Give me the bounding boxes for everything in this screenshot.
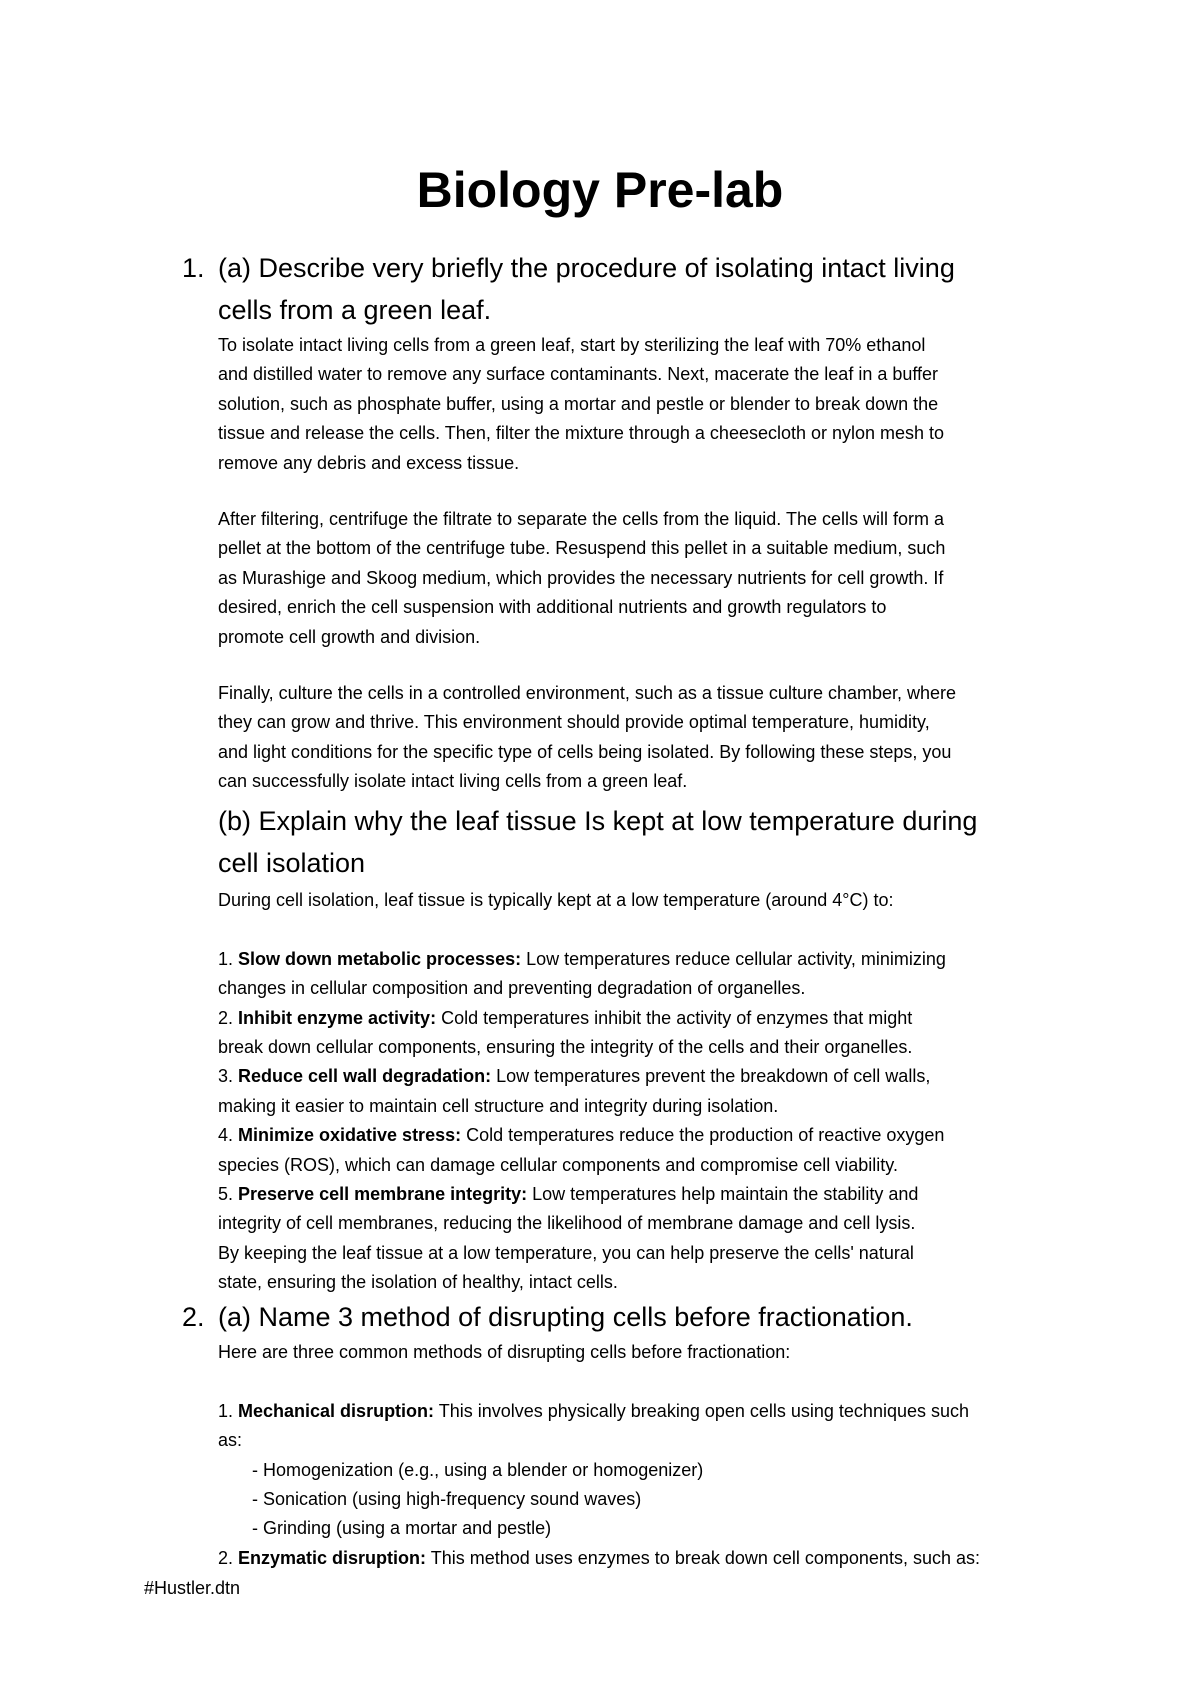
list-item-heading: Enzymatic disruption: [238,1547,427,1568]
text-line: By keeping the leaf tissue at a low temperature, you can help preserve the cells' natural [218,1242,914,1263]
page-title: Biology Pre-lab [416,162,784,218]
list-item-heading: Minimize oxidative stress: [238,1125,462,1146]
text-line: changes in cellular composition and preventing degradation of organelles. [218,978,806,999]
list-item-heading: Slow down metabolic processes: [238,948,522,969]
list-item-text: Low temperatures prevent the breakdown of cell walls, [491,1066,931,1087]
list-number: 1. [218,948,239,969]
text-line: can successfully isolate intact living cells from a green leaf. [218,771,688,792]
text-line: species (ROS), which can damage cellular components and compromise cell viability. [218,1154,898,1175]
sub-list-item: - Sonication (using high-frequency sound waves) [252,1489,642,1510]
list-number: 4. [218,1125,239,1146]
list-item-heading: Reduce cell wall degradation: [238,1066,492,1087]
list-item [218,1180,1098,1209]
sub-list-item: - Grinding (using a mortar and pestle) [252,1518,552,1539]
list-item-heading: Inhibit enzyme activity: [238,1007,437,1028]
list-number: 2. [218,1007,239,1028]
text-line: desired, enrich the cell suspension with additional nutrients and growth regulators to [218,597,887,618]
list-item [218,1397,1098,1426]
page-footer: #Hustler.dtn [144,1578,241,1598]
text-line: state, ensuring the isolation of healthy, intact cells. [218,1272,618,1293]
list-item-heading: Preserve cell membrane integrity: [238,1184,528,1205]
list-item [218,1121,1098,1150]
text-line: To isolate intact living cells from a green leaf, start by sterilizing the leaf with 70% ethanol [218,335,926,355]
list-item-text: This involves physically breaking open cells using techniques such [434,1400,970,1421]
text-line: as: [218,1430,243,1451]
answer-1a-paragraph-2 [218,505,1098,652]
list-item-text: Cold temperatures inhibit the activity of enzymes that might [436,1007,913,1028]
text-line: integrity of cell membranes, reducing the likelihood of membrane damage and cell lysis. [218,1213,916,1234]
blank-line [218,1367,1098,1396]
list-number: 3. [218,1066,239,1087]
question-number: 1. [182,253,205,283]
answer-2a [218,1338,1098,1573]
question-text-line: cell isolation [218,848,366,878]
answer-1a-paragraph-3 [218,679,1098,797]
text-line: During cell isolation, leaf tissue is typically kept at a low temperature (around 4°C) to: [218,890,894,910]
text-line: break down cellular components, ensuring the integrity of the cells and their organelles. [218,1037,913,1058]
list-item-text: This method uses enzymes to break down cell components, such as: [426,1547,980,1568]
text-line: Here are three common methods of disrupting cells before fractionation: [218,1342,791,1362]
sub-list-item: - Homogenization (e.g., using a blender or homogenizer) [252,1459,704,1480]
list-item-text: Low temperatures reduce cellular activity, minimizing [521,948,946,969]
text-line: and distilled water to remove any surface contaminants. Next, macerate the leaf in a buffer [218,364,939,385]
question-number: 2. [182,1302,205,1332]
list-item [218,1062,1098,1091]
question-1b [218,800,977,884]
text-line: promote cell growth and division. [218,626,481,647]
text-line: remove any debris and excess tissue. [218,452,520,473]
question-2a [182,1296,913,1338]
text-line: and light conditions for the specific type of cells being isolated. By following these steps, you [218,741,952,762]
text-line: tissue and release the cells. Then, filter the mixture through a cheesecloth or nylon mesh to [218,423,945,444]
text-line: they can grow and thrive. This environment should provide optimal temperature, humidity, [218,712,930,733]
list-number: 5. [218,1184,239,1205]
answer-1a-paragraph-1 [218,331,1098,478]
text-line: making it easier to maintain cell structure and integrity during isolation. [218,1095,779,1116]
question-text-line: (a) Name 3 method of disrupting cells before fractionation. [218,1302,913,1332]
list-item [218,1004,1098,1033]
text-line: pellet at the bottom of the centrifuge tube. Resuspend this pellet in a suitable medium, such [218,538,946,559]
text-line: solution, such as phosphate buffer, using a mortar and pestle or blender to break down the [218,393,939,414]
list-item [218,1544,1098,1573]
blank-line [218,915,1098,944]
text-line: Finally, culture the cells in a controlled environment, such as a tissue culture chamber, where [218,683,957,703]
list-number: 1. [218,1400,239,1421]
list-item-text: Low temperatures help maintain the stability and [527,1184,919,1205]
list-item [218,945,1098,974]
question-text-line: (b) Explain why the leaf tissue Is kept at low temperature during [218,806,978,836]
text-line: as Murashige and Skoog medium, which provides the necessary nutrients for cell growth. If [218,567,944,588]
question-text-line: (a) Describe very briefly the procedure of isolating intact living [218,253,955,283]
list-item-text: Cold temperatures reduce the production of reactive oxygen [461,1125,945,1146]
list-item-heading: Mechanical disruption: [238,1400,435,1421]
question-1a [182,247,955,331]
question-text-line: cells from a green leaf. [218,295,492,325]
answer-1b [218,886,1098,1298]
list-number: 2. [218,1547,239,1568]
text-line: After filtering, centrifuge the filtrate to separate the cells from the liquid. The cells will form a [218,509,944,529]
